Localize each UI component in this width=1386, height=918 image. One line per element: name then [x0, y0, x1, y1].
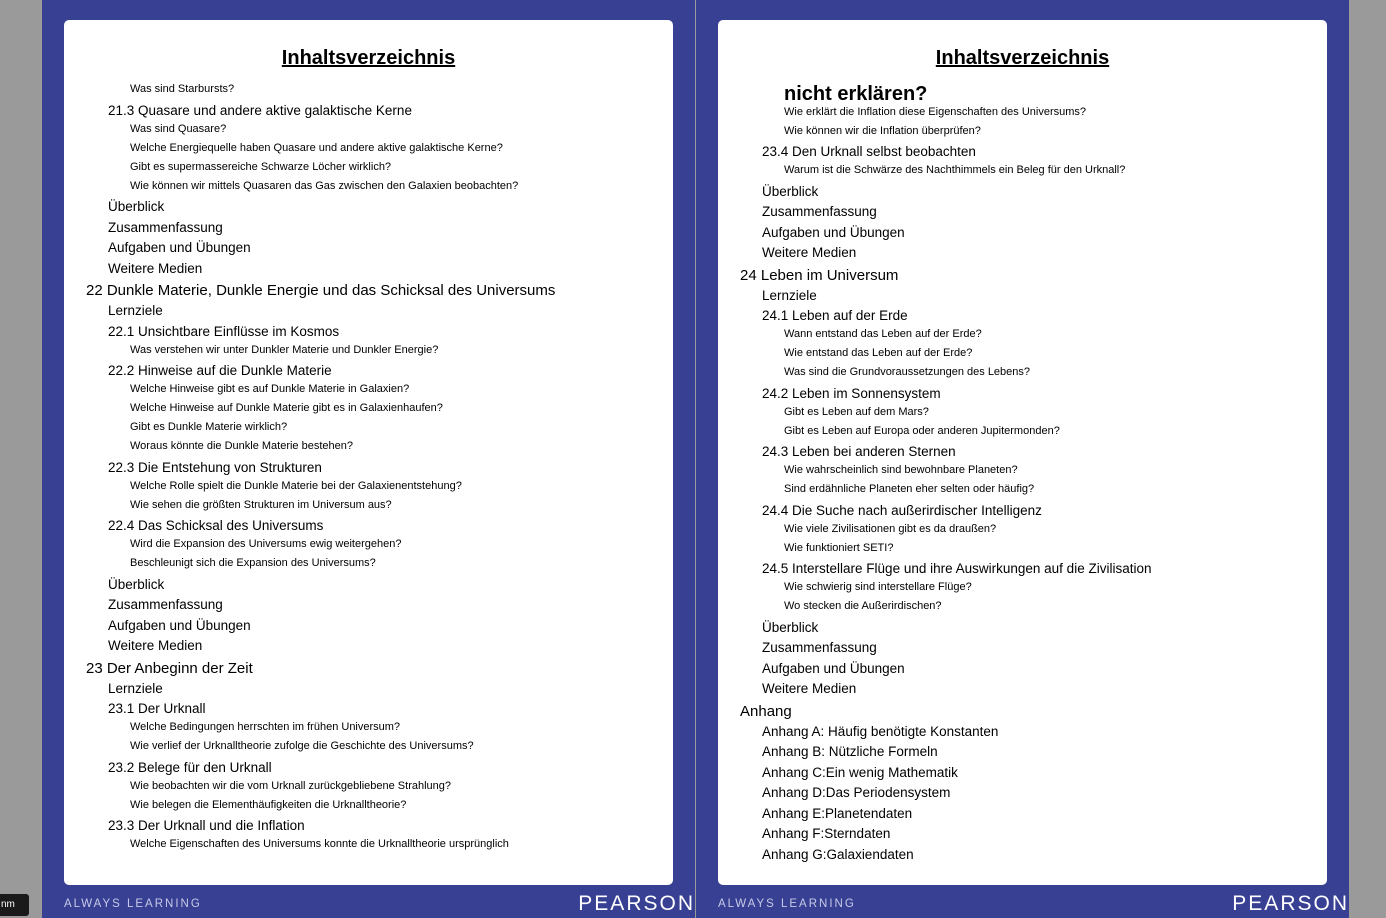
toc-entry[interactable]: Anhang [740, 702, 792, 720]
page-title: Inhaltsverzeichnis [935, 47, 1110, 69]
toc-entry[interactable]: 24.4 Die Suche nach außerirdischer Intelligenz [762, 502, 1042, 518]
toc-entry[interactable]: Lernziele [762, 287, 817, 303]
toc-entry[interactable]: 24 Leben im Universum [740, 266, 899, 284]
toc-entry[interactable]: Gibt es supermassereiche Schwarze Löcher wirklich? [130, 160, 392, 173]
toc-entry[interactable]: Wie beobachten wir die vom Urknall zurückgebliebene Strahlung? [130, 779, 452, 792]
toc-entry[interactable]: Welche Eigenschaften des Universums konnte die Urknalltheorie ursprünglich [130, 838, 509, 850]
toc-entry[interactable]: Woraus könnte die Dunkle Materie bestehen? [130, 440, 353, 452]
toc-entry[interactable]: Wird die Expansion des Universums ewig weitergehen? [130, 538, 402, 550]
toc-entry[interactable]: Welche Bedingungen herrschten im frühen Universum? [130, 721, 401, 733]
toc-entry[interactable]: 23 Der Anbeginn der Zeit [86, 659, 253, 677]
toc-entry[interactable]: Welche Hinweise auf Dunkle Materie gibt es in Galaxienhaufen? [130, 402, 443, 414]
toc-entry[interactable]: Wie können wir mittels Quasaren das Gas zwischen den Galaxien beobachten? [130, 179, 519, 192]
toc-entry[interactable]: Wie verlief der Urknalltheorie zufolge die Geschichte des Universums? [130, 740, 474, 752]
toc-entry[interactable]: Wie schwierig sind interstellare Flüge? [784, 581, 972, 593]
toc-entry[interactable]: Was sind die Grundvoraussetzungen des Lebens? [784, 366, 1031, 378]
toc-entry[interactable]: Weitere Medien [762, 681, 857, 697]
toc-entry[interactable]: Welche Rolle spielt die Dunkle Materie bei der Galaxienentstehung? [130, 479, 462, 492]
toc-entry[interactable]: Sind erdähnliche Planeten eher selten oder häufig? [784, 483, 1035, 495]
toc-entry[interactable]: Anhang E:Planetendaten [762, 805, 913, 821]
toc-entry[interactable]: Weitere Medien [762, 245, 857, 261]
toc-entry[interactable]: Lernziele [108, 303, 163, 319]
footer-tagline: ALWAYS LEARNING [64, 898, 202, 910]
toc-entry[interactable]: 24.2 Leben im Sonnensystem [762, 385, 941, 401]
toc-entry[interactable]: Zusammenfassung [108, 597, 223, 613]
toc-entry[interactable]: 23.1 Der Urknall [108, 701, 206, 717]
toc-entry[interactable]: Wie entstand das Leben auf der Erde? [784, 347, 973, 359]
toc-entry[interactable]: Weitere Medien [108, 638, 203, 654]
toc-entry[interactable]: Überblick [762, 619, 819, 635]
toc-entry[interactable]: Anhang D:Das Periodensystem [762, 785, 951, 801]
toc-entry[interactable]: 23.2 Belege für den Urknall [108, 759, 272, 775]
toc-entry[interactable]: Gibt es Dunkle Materie wirklich? [130, 421, 288, 433]
publisher-logo: PEARSON [578, 892, 695, 915]
toc-entry[interactable]: Was verstehen wir unter Dunkler Materie und Dunkler Energie? [130, 343, 439, 356]
toc-entry[interactable]: 22.3 Die Entstehung von Strukturen [108, 459, 322, 475]
toc-entry[interactable]: Anhang C:Ein wenig Mathematik [762, 764, 958, 780]
toc-entry[interactable]: Überblick [762, 183, 819, 199]
toc-entry[interactable]: Beschleunigt sich die Expansion des Universums? [130, 557, 376, 569]
toc-entry[interactable]: Warum ist die Schwärze des Nachthimmels ein Beleg für den Urknall? [784, 164, 1126, 176]
toc-entry[interactable]: Weitere Medien [108, 260, 203, 276]
toc-entry[interactable]: Zusammenfassung [108, 219, 223, 235]
publisher-logo: PEARSON [1232, 892, 1349, 915]
toc-entry[interactable]: 22.4 Das Schicksal des Universums [108, 518, 324, 534]
right-page [696, 0, 1349, 918]
toc-entry[interactable]: Wie viele Zivilisationen gibt es da draußen? [784, 522, 997, 535]
toc-entry[interactable]: Überblick [108, 199, 165, 215]
toc-entry[interactable]: Welche Hinweise gibt es auf Dunkle Materie in Galaxien? [130, 383, 410, 395]
right-page-sheet [718, 20, 1327, 885]
toc-entry[interactable]: Welche Energiequelle haben Quasare und andere aktive galaktische Kerne? [130, 141, 503, 154]
toc-entry[interactable]: Anhang F:Sterndaten [762, 826, 891, 842]
toc-entry[interactable]: Aufgaben und Übungen [762, 224, 905, 240]
toc-entry[interactable]: Wie belegen die Elementhäufigkeiten die Urknalltheorie? [130, 798, 407, 811]
footer-tagline: ALWAYS LEARNING [718, 898, 856, 910]
toc-entry[interactable]: Gibt es Leben auf Europa oder anderen Jupitermonden? [784, 424, 1060, 437]
toc-entry[interactable]: 24.5 Interstellare Flüge und ihre Auswirkungen auf die Zivilisation [762, 561, 1152, 577]
left-page-sheet [64, 20, 673, 885]
toc-entry[interactable]: Anhang A: Häufig benötigte Konstanten [762, 723, 999, 739]
toc-entry[interactable]: 22.2 Hinweise auf die Dunkle Materie [108, 363, 332, 379]
toc-entry[interactable]: Was sind Quasare? [130, 122, 227, 135]
toc-entry[interactable]: 22.1 Unsichtbare Einflüsse im Kosmos [108, 323, 340, 339]
toc-entry[interactable]: Wie sehen die größten Strukturen im Universum aus? [130, 498, 392, 511]
toc-entry[interactable]: Was sind Starbursts? [130, 83, 235, 95]
toc-entry[interactable]: 24.3 Leben bei anderen Sternen [762, 444, 956, 460]
toc-entry[interactable]: Anhang B: Nützliche Formeln [762, 744, 938, 760]
toc-entry[interactable]: Zusammenfassung [762, 640, 877, 656]
toc-entry[interactable]: Wie wahrscheinlich sind bewohnbare Planeten? [784, 464, 1018, 476]
toc-entry[interactable]: Wie funktioniert SETI? [784, 541, 894, 554]
left-page [42, 0, 695, 918]
toc-entry[interactable]: Zusammenfassung [762, 204, 877, 220]
toc-entry[interactable]: Gibt es Leben auf dem Mars? [784, 405, 929, 418]
toc-entry[interactable]: 21.3 Quasare und andere aktive galaktische Kerne [108, 102, 412, 118]
toc-entry[interactable]: Wann entstand das Leben auf der Erde? [784, 328, 982, 340]
toc-entry[interactable]: Anhang G:Galaxiendaten [762, 846, 914, 862]
toc-entry[interactable]: Lernziele [108, 680, 163, 696]
toc-entry[interactable]: nicht erklären? [784, 83, 928, 105]
toc-entry[interactable]: Aufgaben und Übungen [762, 660, 905, 676]
toc-entry[interactable]: 23.4 Den Urknall selbst beobachten [762, 144, 976, 160]
toc-entry[interactable]: Wo stecken die Außerirdischen? [784, 600, 942, 612]
toc-entry[interactable]: 24.1 Leben auf der Erde [762, 308, 908, 324]
toc-entry[interactable]: Überblick [108, 576, 165, 592]
toc-entry[interactable]: Aufgaben und Übungen [108, 240, 251, 256]
toc-entry[interactable]: Wie können wir die Inflation überprüfen? [784, 124, 981, 137]
toc-entry[interactable]: 22 Dunkle Materie, Dunkle Energie und das Schicksal des Universums [86, 282, 556, 299]
page-title: Inhaltsverzeichnis [281, 47, 456, 69]
toc-entry[interactable]: Aufgaben und Übungen [108, 617, 251, 633]
toc-entry[interactable]: Wie erklärt die Inflation diese Eigenschaften des Universums? [784, 105, 1087, 118]
toc-entry[interactable]: 23.3 Der Urknall und die Inflation [108, 818, 305, 834]
corner-badge[interactable]: nm [0, 894, 29, 916]
